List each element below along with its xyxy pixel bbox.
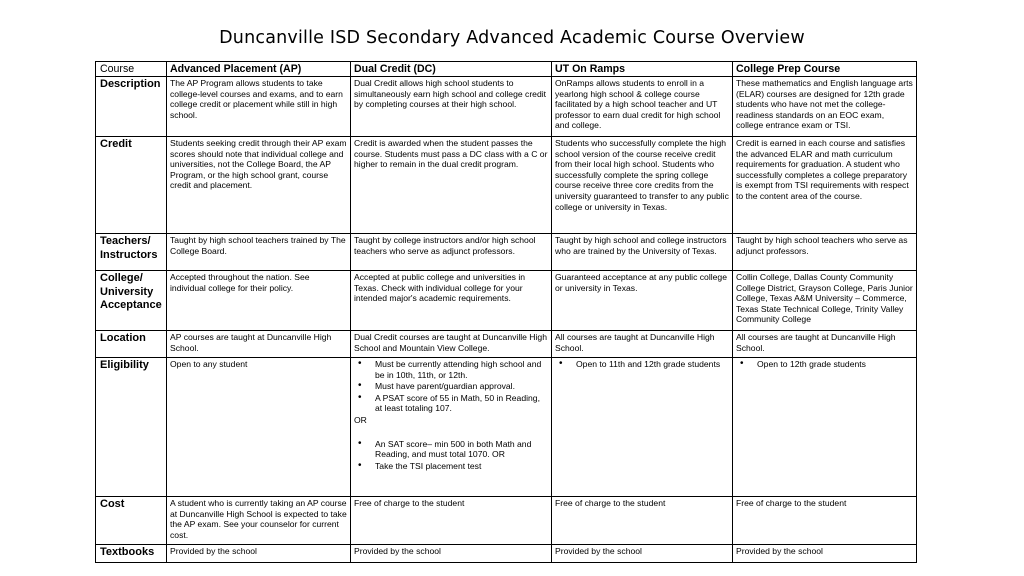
- cell-acceptance-ut: Guaranteed acceptance at any public college or university in Texas.: [552, 271, 733, 331]
- column-header-dc: Dual Credit (DC): [351, 62, 552, 77]
- cell-eligibility-cp: [733, 358, 917, 497]
- cell-acceptance-dc: Accepted at public college and universities in Texas. Check with individual college for your intended major's academic requirements.: [351, 271, 552, 331]
- cell-cost-dc: Free of charge to the student: [351, 497, 552, 545]
- row-label: Eligibility: [96, 358, 167, 497]
- row-label: Location: [96, 331, 167, 358]
- cell-cost-cp: Free of charge to the student: [733, 497, 917, 545]
- list-item: • Open to 12th grade students: [757, 359, 913, 370]
- row-label: Teachers/ Instructors: [96, 234, 167, 271]
- corner-cell: Course: [96, 62, 167, 77]
- cell-teachers-cp: Taught by high school teachers who serve as adjunct professors.: [733, 234, 917, 271]
- column-header-cp: College Prep Course: [733, 62, 917, 77]
- cell-acceptance-ap: Accepted throughout the nation. See individual college for their policy.: [167, 271, 351, 331]
- cell-location-dc: Dual Credit courses are taught at Duncanville High School and Mountain View College.: [351, 331, 552, 358]
- cell-textbooks-ap: Provided by the school: [167, 545, 351, 563]
- page-title: Duncanville ISD Secondary Advanced Academic Course Overview: [219, 28, 805, 48]
- cell-description-ut: OnRamps allows students to enroll in a yearlong high school & college course facilitated by a high school teacher and UT professor to earn dual credit for high school and college.: [552, 77, 733, 137]
- cell-textbooks-dc: Provided by the school: [351, 545, 552, 563]
- eligibility-list: [354, 439, 548, 472]
- cell-teachers-ut: Taught by high school and college instructors who are trained by the University of Texas.: [552, 234, 733, 271]
- row-acceptance: [96, 271, 917, 331]
- cell-location-ap: AP courses are taught at Duncanville High School.: [167, 331, 351, 358]
- row-description: [96, 77, 917, 137]
- cell-description-cp: These mathematics and English language arts (ELAR) courses are designed for 12th grade students who have not met the college-readiness standards on an EOC exam, college entrance exam or TSI.: [733, 77, 917, 137]
- row-credit: [96, 137, 917, 234]
- cell-description-ap: The AP Program allows students to take college-level courses and exams, and to earn college credit or placement while still in high school.: [167, 77, 351, 137]
- row-location: [96, 331, 917, 358]
- cell-credit-dc: Credit is awarded when the student passes the course. Students must pass a DC class with a C or higher to remain in the dual credit program.: [351, 137, 552, 234]
- or-separator: OR: [354, 414, 367, 425]
- eligibility-list: [354, 359, 548, 414]
- row-label: College/ University Acceptance: [96, 271, 167, 331]
- cell-teachers-ap: Taught by high school teachers trained by The College Board.: [167, 234, 351, 271]
- header-row: [96, 62, 917, 77]
- column-header-ut: UT On Ramps: [552, 62, 733, 77]
- row-label: Textbooks: [96, 545, 167, 563]
- cell-credit-ap: Students seeking credit through their AP exam scores should note that individual college and universities, not the College Board, the AP Program, or the high school grant, course credit and placement.: [167, 137, 351, 234]
- column-header-ap: Advanced Placement (AP): [167, 62, 351, 77]
- cell-acceptance-cp: Collin College, Dallas County Community College District, Grayson College, Paris Junior College, Texas A&M University – Commerce, Texas State Technical College, Trinity Valley Community College: [733, 271, 917, 331]
- list-item: • A PSAT score of 55 in Math, 50 in Reading, at least totaling 107.: [375, 393, 548, 414]
- cell-credit-cp: Credit is earned in each course and satisfies the advanced ELAR and math curriculum requirements for graduation. A student who successfully completes a college preparatory is exempt from TSI requirements with respect to the content area of the course.: [733, 137, 917, 234]
- list-item: • Must be currently attending high school and be in 10th, 11th, or 12th.: [375, 359, 548, 380]
- list-item: • Take the TSI placement test: [375, 461, 548, 472]
- cell-location-ut: All courses are taught at Duncanville High School.: [552, 331, 733, 358]
- cell-eligibility-ap: Open to any student: [167, 358, 351, 497]
- row-teachers: [96, 234, 917, 271]
- eligibility-list: [736, 359, 913, 370]
- eligibility-list: [555, 359, 729, 370]
- row-label: Credit: [96, 137, 167, 234]
- row-label: Description: [96, 77, 167, 137]
- list-item: • Must have parent/guardian approval.: [375, 381, 548, 392]
- cell-textbooks-cp: Provided by the school: [733, 545, 917, 563]
- row-label: Cost: [96, 497, 167, 545]
- cell-eligibility-dc: [351, 358, 552, 497]
- cell-eligibility-ut: [552, 358, 733, 497]
- list-item: • An SAT score– min 500 in both Math and Reading, and must total 1070. OR: [375, 439, 548, 460]
- cell-cost-ap: A student who is currently taking an AP course at Duncanville High School is expected to take the AP exam. See your counselor for current cost.: [167, 497, 351, 545]
- list-item: • Open to 11th and 12th grade students: [576, 359, 729, 370]
- cell-textbooks-ut: Provided by the school: [552, 545, 733, 563]
- cell-location-cp: All courses are taught at Duncanville High School.: [733, 331, 917, 358]
- cell-credit-ut: Students who successfully complete the high school version of the course receive credit from their local high school. Students who successfully complete the spring college course receive three core credits from the university guaranteed to transfer to any public college or university in Texas.: [552, 137, 733, 234]
- row-eligibility: [96, 358, 917, 497]
- cell-cost-ut: Free of charge to the student: [552, 497, 733, 545]
- course-overview-table: [95, 61, 917, 563]
- cell-teachers-dc: Taught by college instructors and/or high school teachers who serve as adjunct professors.: [351, 234, 552, 271]
- cell-description-dc: Dual Credit allows high school students to simultaneously earn high school and college credit by completing courses at their high school.: [351, 77, 552, 137]
- row-cost: [96, 497, 917, 545]
- row-textbooks: [96, 545, 917, 563]
